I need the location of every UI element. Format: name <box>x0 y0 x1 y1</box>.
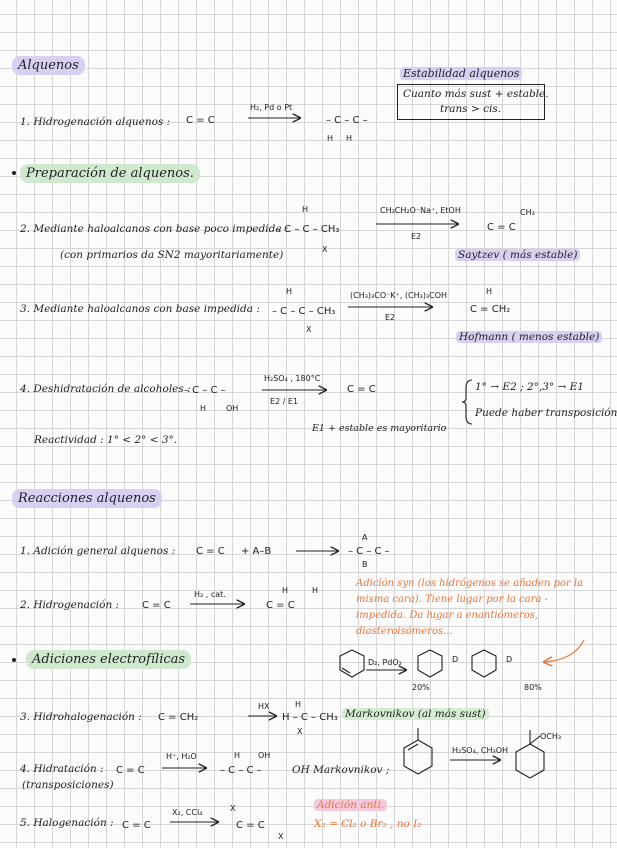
r2-reagent: H₂ , cat. <box>194 590 226 599</box>
r4b-product: OCH₃ <box>540 732 562 741</box>
d-label-2: D <box>506 655 513 664</box>
r4b-reagent: H₂SO₄, CH₃OH <box>452 746 509 755</box>
prep4-label: 4. Deshidratación de alcoholes : <box>20 383 191 395</box>
r5-label: 5. Halogenación : <box>20 817 114 829</box>
r1-a: A <box>362 533 368 542</box>
alkane-h1: H <box>327 134 334 143</box>
prep2-x: X <box>322 245 328 254</box>
prep2-h: H <box>302 205 309 214</box>
prep2-substrate: – C – C – CH₃ <box>276 224 340 235</box>
r5-product: C = C <box>236 820 265 831</box>
r1-b: B <box>362 560 368 569</box>
r5-x1: X <box>230 804 236 813</box>
r2-h1: H <box>282 586 289 595</box>
r2b-reagent: D₂, PdO₂ <box>368 658 402 667</box>
r5-alkene: C = C <box>122 820 151 831</box>
r1-plus: + A–B <box>241 546 272 557</box>
prep3-x: X <box>306 325 312 334</box>
r2-label: 2. Hidrogenación : <box>20 599 120 611</box>
r4-label: 4. Hidratación : <box>20 763 104 775</box>
r5-x2: X <box>278 832 284 841</box>
estabilidad-line1: Cuanto más sust + estable. <box>403 88 549 100</box>
ring-cyclohexene <box>340 650 364 677</box>
prep3-h2: H <box>486 287 493 296</box>
r4-sub: (transposiciones) <box>22 779 114 791</box>
ring-product-1 <box>418 650 442 677</box>
r4-product: – C – C – <box>220 765 262 776</box>
prep4-product: C = C <box>347 384 376 395</box>
anti-label: Adición anti. <box>314 800 387 812</box>
prep4-mech: E2 / E1 <box>270 397 299 406</box>
alkene-structure: C = C <box>186 115 215 126</box>
prep2-label: 2. Mediante haloalcanos con base poco impedida : <box>20 223 289 235</box>
ring-cyclohexene-2 <box>404 740 432 774</box>
heading-adiciones: Adiciones electrofílicas <box>26 650 191 669</box>
pct1: 20% <box>412 683 430 692</box>
d-label-1: D <box>452 655 459 664</box>
estabilidad-title: Estabilidad alquenos <box>400 68 522 80</box>
hidrogenacion1-label: 1. Hidrogenación alquenos : <box>20 116 171 128</box>
anti-note: X₂ = Cl₂ o Br₂ , no I₂ <box>314 818 422 830</box>
prep4-side2: Puede haber transposición <box>475 407 617 419</box>
alkane-structure: – C – C – <box>326 115 368 126</box>
alkane-h2: H <box>346 134 353 143</box>
markovnikov-label: Markovnikov (al más sust) <box>342 709 489 721</box>
r4-alkene: C = C <box>116 765 145 776</box>
pct2: 80% <box>524 683 542 692</box>
prep3-label: 3. Mediante haloalcanos con base impedida : <box>20 303 260 315</box>
prep4-oh: OH <box>226 404 239 413</box>
prep3-mech: E2 <box>385 313 396 322</box>
heading-preparacion: Preparación de alquenos. <box>20 164 200 183</box>
r3-h: H <box>295 700 302 709</box>
r1-label: 1. Adición general alquenos : <box>20 545 176 557</box>
reactividad: Reactividad : 1° < 2° < 3°. <box>34 434 178 446</box>
prep2-ch3: CH₃ <box>520 208 535 217</box>
prep2-reagent: CH₃CH₂O⁻Na⁺, EtOH <box>380 206 461 215</box>
estabilidad-line2: trans > cis. <box>440 103 502 115</box>
prep4-note: E1 + estable es mayoritario <box>312 423 447 434</box>
ring-methoxy <box>516 744 544 778</box>
r4-h: H <box>234 751 241 760</box>
r3-product: H – C – CH₃ <box>282 712 338 723</box>
heading-reacciones: Reacciones alquenos <box>12 489 162 508</box>
prep2-note: (con primarios da SN2 mayoritariamente) <box>60 249 284 261</box>
prep4-substrate: – C – C – <box>184 385 226 396</box>
prep2-product: C = C <box>487 222 516 233</box>
saytzev-label: Saytzev ( más estable) <box>455 250 580 262</box>
r4-reagent: H⁺, H₂O <box>166 752 197 761</box>
hofmann-label: Hofmann ( menos estable) <box>456 332 602 344</box>
heading-alquenos: Alquenos <box>12 56 85 75</box>
r5-reagent: X₂, CCl₄ <box>172 808 203 817</box>
r2-h2: H <box>312 586 319 595</box>
ring-product-2 <box>472 650 496 677</box>
prep4-side1: 1° → E2 ; 2°,3° → E1 <box>475 381 584 393</box>
prep2-mech: E2 <box>411 232 422 241</box>
r3-label: 3. Hidrohalogenación : <box>20 711 142 723</box>
prep4-reagent: H₂SO₄ , 180°C <box>264 374 321 383</box>
prep3-reagent: (CH₃)₃CO⁻K⁺, (CH₃)₃COH <box>350 291 448 300</box>
r3-reagent: HX <box>258 702 270 711</box>
r2-alkene: C = C <box>142 600 171 611</box>
r4-note: OH Markovnikov ; <box>292 764 390 776</box>
r4-oh: OH <box>258 751 271 760</box>
prep4-h: H <box>200 404 207 413</box>
r3-alkene: C = CH₂ <box>158 712 199 723</box>
bracket <box>462 380 472 424</box>
syn-note: Adición syn (los hidrógenos se añaden por la misma cara). Tiene lugar por la cara - impedida. Da lugar a enantiómeros, diasteroisómeros... <box>356 578 584 637</box>
prep3-product: C = CH₂ <box>470 304 511 315</box>
r3-x: X <box>297 727 303 736</box>
r1-alkene: C = C <box>196 546 225 557</box>
r1-product: – C – C – <box>348 546 390 557</box>
prep3-substrate: – C – C – CH₃ <box>272 306 336 317</box>
r2-product: C = C <box>266 600 295 611</box>
orange-arrow <box>544 640 584 662</box>
hidrogenacion1-reagent: H₂, Pd o Pt <box>250 103 293 112</box>
prep3-h: H <box>286 287 293 296</box>
